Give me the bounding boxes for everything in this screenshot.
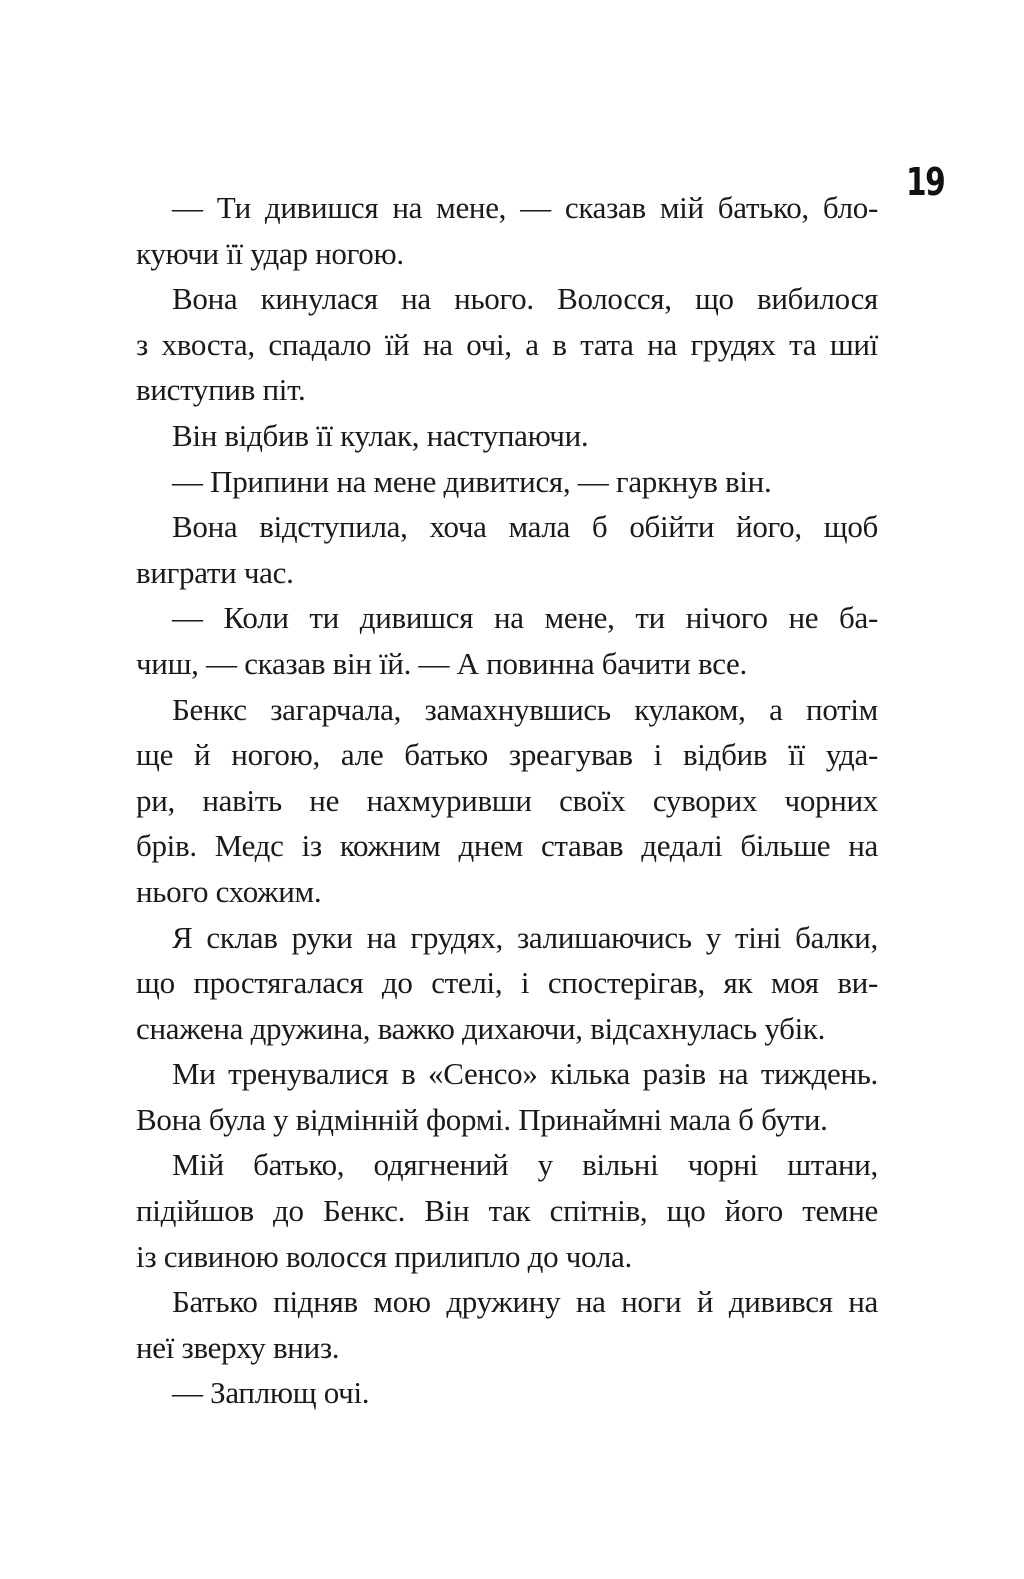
page-number: 19: [906, 160, 945, 204]
text-line: — Заплющ очі.: [172, 1375, 370, 1411]
text-line: куючи її удар ногою.: [136, 235, 404, 271]
text-line: Мій батько, одягнений у вільні чорні штани,: [172, 1147, 878, 1183]
text-line: підійшов до Бенкс. Він так спітнів, що його темне: [136, 1193, 878, 1229]
text-line: — Ти дивишся на мене, — сказав мій батько, бло-: [172, 190, 878, 225]
body-text: [136, 185, 878, 1416]
text-line: Вона кинулася на нього. Волосся, що вибилося: [172, 281, 878, 317]
text-line: нього схожим.: [136, 873, 322, 909]
text-line: брів. Медс із кожним днем ставав дедалі більше на: [136, 828, 878, 864]
text-line: Батько підняв мою дружину на ноги й дивився на: [172, 1284, 878, 1320]
text-line: неї зверху вниз.: [136, 1329, 340, 1365]
text-line: Вона відступила, хоча мала б обійти його, щоб: [172, 509, 878, 545]
text-line: виграти час.: [136, 554, 294, 590]
text-line: чиш, — сказав він їй. — А повинна бачити все.: [136, 645, 747, 681]
text-line: Я склав руки на грудях, залишаючись у тіні балки,: [172, 919, 878, 955]
text-line: ще й ногою, але батько зреагував і відбив її уда-: [136, 737, 878, 773]
text-line: із сивиною волосся прилипло до чола.: [136, 1238, 632, 1274]
text-line: виступив піт.: [136, 372, 306, 408]
text-line: — Припини на мене дивитися, — гаркнув він.: [172, 463, 772, 499]
text-line: Вона була у відмінній формі. Принаймні мала б бути.: [136, 1101, 828, 1137]
text-line: Ми тренувалися в «Сенсо» кілька разів на тиждень.: [172, 1056, 878, 1092]
text-line: Він відбив її кулак, наступаючи.: [172, 417, 589, 453]
text-line: ри, навіть не нахмуривши своїх суворих чорних: [136, 782, 878, 818]
text-line: що простягалася до стелі, і спостерігав, як моя ви-: [136, 965, 878, 1001]
text-line: снажена дружина, важко дихаючи, відсахнулась убік.: [136, 1010, 826, 1046]
text-line: з хвоста, спадало їй на очі, а в тата на грудях та шиї: [136, 326, 878, 362]
text-line: Бенкс загарчала, замахнувшись кулаком, а потім: [172, 691, 878, 727]
text-line: — Коли ти дивишся на мене, ти нічого не ба-: [172, 600, 878, 636]
